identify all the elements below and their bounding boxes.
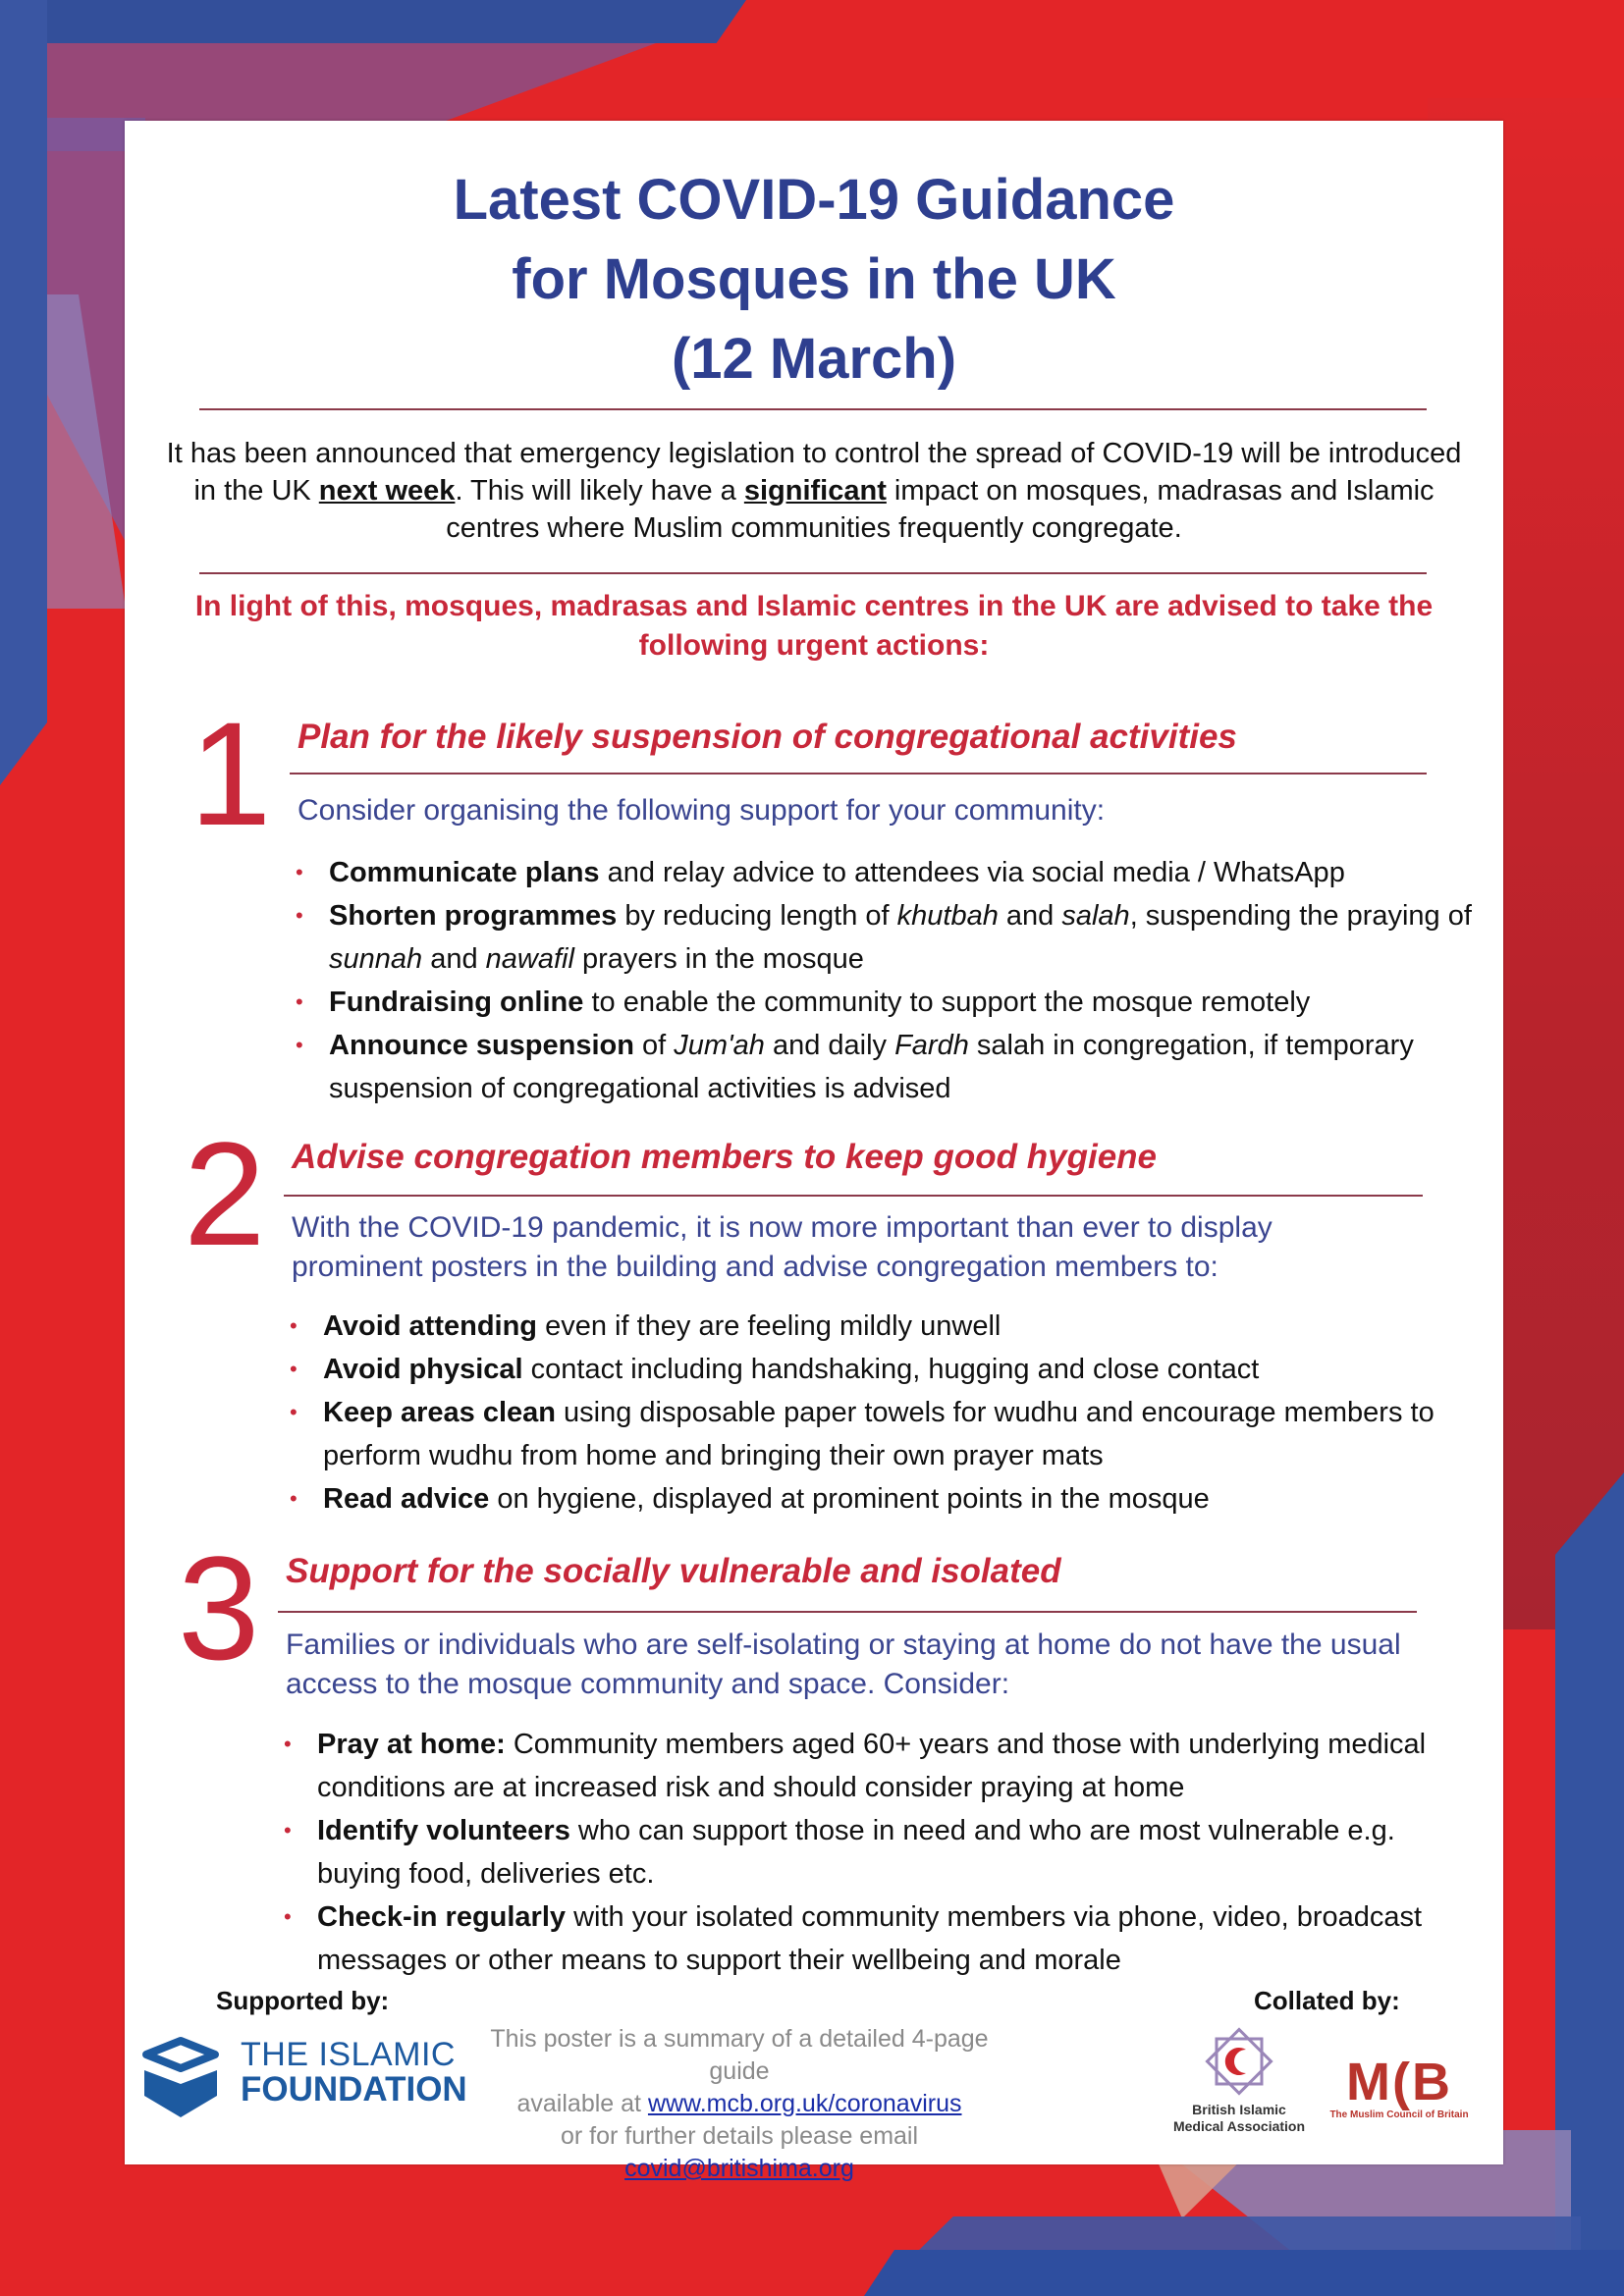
intro-emphasis-next-week: next week — [318, 475, 456, 507]
intro-text: impact on mosques, madrasas and Islamic centres where Muslim communities frequently congregate. — [446, 475, 1435, 544]
bima-name-line1: British Islamic — [1192, 2102, 1286, 2117]
section-title: Advise congregation members to keep good hygiene — [292, 1138, 1158, 1176]
bullet-text: Community members aged 60+ years and those with underlying medical conditions are at increased risk and should consider praying at home — [317, 1729, 1427, 1803]
intro-text: It has been announced that emergency legislation to control the spread of COVID-19 will be introduced in the UK — [166, 438, 1462, 507]
section-divider — [278, 1611, 1417, 1613]
bullet-lead: Identify volunteers — [317, 1815, 570, 1846]
mcb-letter-b: B — [1411, 2053, 1452, 2111]
section-title: Plan for the likely suspension of congregational activities — [298, 718, 1237, 756]
bullet-text: using disposable paper towels for wudhu and encourage members to perform wudhu from home and bringing their own prayer mats — [323, 1397, 1435, 1471]
section-number: 2 — [184, 1111, 266, 1276]
mcb-logo — [1321, 2055, 1478, 2120]
poster-title — [125, 160, 1503, 399]
bullet-item — [278, 1723, 1486, 1809]
bullet-dot-icon: • — [284, 1732, 292, 1756]
bima-logo — [1170, 2025, 1308, 2153]
footnote-line3-prefix: or for further details please email — [560, 2122, 919, 2150]
mcb-letter-m: M — [1346, 2053, 1392, 2111]
footnote — [474, 2023, 1004, 2185]
bullet-text: even if they are feeling mildly unwell — [537, 1310, 1001, 1342]
bullet-text: who can support those in need and who are most vulnerable e.g. buying food, deliveries etc. — [317, 1815, 1395, 1890]
urgent-actions-heading: In light of this, mosques, madrasas and Islamic centres in the UK are advised to take the following urgent actions: — [194, 590, 1434, 662]
bullet-lead: Avoid attending — [323, 1310, 538, 1342]
bullet-text: contact including handshaking, hugging and close contact — [522, 1354, 1260, 1385]
bullet-item — [290, 894, 1488, 981]
frame-shape-blue-left — [0, 0, 47, 785]
bullet-text: of Jum'ah and daily Fardh salah in congregation, if temporary suspension of congregational activities is advised — [329, 1030, 1414, 1104]
section-intro: Families or individuals who are self-isolating or staying at home do not have the usual access to the mosque community and space. Consider: — [286, 1629, 1401, 1700]
bullet-item — [284, 1477, 1442, 1521]
bullet-dot-icon: • — [296, 903, 303, 928]
divider — [199, 572, 1427, 574]
section-title: Support for the socially vulnerable and isolated — [286, 1552, 1061, 1590]
bullet-item — [290, 851, 1488, 894]
collated-by-label: Collated by: — [1254, 1986, 1400, 2015]
mcb-coronavirus-link[interactable]: www.mcb.org.uk/coronavirus — [647, 2090, 962, 2117]
title-line: Latest COVID-19 Guidance — [453, 168, 1175, 232]
intro-paragraph — [164, 435, 1464, 547]
title-line: for Mosques in the UK — [512, 247, 1116, 311]
crescent-icon: ( — [1392, 2053, 1412, 2111]
bullet-dot-icon: • — [296, 989, 303, 1014]
email-link[interactable]: covid@britishima.org — [624, 2155, 854, 2182]
intro-emphasis-significant: significant — [743, 475, 887, 507]
bullet-list — [278, 1723, 1486, 1982]
supported-by-label: Supported by: — [216, 1986, 390, 2015]
bullet-lead: Pray at home: — [317, 1729, 506, 1760]
section-number: 1 — [189, 691, 272, 856]
bullet-item — [278, 1896, 1486, 1982]
intro-text: . This will likely have a — [455, 475, 744, 507]
bullet-item — [278, 1809, 1486, 1896]
cube-kaaba-icon — [140, 2035, 221, 2121]
section-number: 3 — [178, 1525, 260, 1690]
bullet-lead: Communicate plans — [329, 857, 600, 888]
bullet-item — [284, 1391, 1442, 1477]
bullet-list — [290, 851, 1488, 1110]
section-intro: Consider organising the following support for your community: — [298, 794, 1106, 827]
bullet-lead: Avoid physical — [323, 1354, 523, 1385]
mcb-subtitle: The Muslim Council of Britain — [1329, 2109, 1469, 2120]
bullet-list — [284, 1305, 1442, 1521]
bullet-text: with your isolated community members via phone, video, broadcast messages or other means to support their wellbeing and morale — [317, 1901, 1423, 1976]
bullet-dot-icon: • — [296, 1033, 303, 1057]
frame-shape-blue-top — [0, 0, 746, 43]
bullet-dot-icon: • — [290, 1357, 298, 1381]
bullet-lead: Keep areas clean — [323, 1397, 556, 1428]
bullet-item — [284, 1305, 1442, 1348]
bullet-dot-icon: • — [290, 1486, 298, 1511]
star-crescent-icon — [1203, 2025, 1275, 2098]
section-intro: With the COVID-19 pandemic, it is now more important than ever to display prominent posters in the building and advise congregation members to: — [292, 1211, 1272, 1283]
bullet-item — [290, 981, 1488, 1024]
bullet-dot-icon: • — [284, 1818, 292, 1842]
title-line: (12 March) — [671, 327, 957, 391]
bullet-lead: Fundraising online — [329, 987, 584, 1018]
foundation-name-line1: THE ISLAMIC — [241, 2036, 456, 2073]
bullet-dot-icon: • — [296, 860, 303, 884]
footnote-line2-prefix: available at — [516, 2090, 648, 2117]
bullet-lead: Check-in regularly — [317, 1901, 567, 1933]
foundation-name-line2: FOUNDATION — [241, 2070, 467, 2109]
bullet-text: to enable the community to support the mosque remotely — [583, 987, 1311, 1018]
section-divider — [290, 773, 1427, 774]
bullet-lead: Shorten programmes — [329, 900, 618, 932]
section-divider — [284, 1195, 1423, 1197]
bullet-lead: Read advice — [323, 1483, 490, 1515]
footnote-line1: This poster is a summary of a detailed 4-page guide — [490, 2025, 989, 2085]
poster-card — [125, 121, 1503, 2182]
bullet-dot-icon: • — [290, 1313, 298, 1338]
bullet-text: on hygiene, displayed at prominent points in the mosque — [489, 1483, 1210, 1515]
bullet-text: by reducing length of khutbah and salah, suspending the praying of sunnah and nawafil prayers in the mosque — [329, 900, 1472, 975]
bullet-lead: Announce suspension — [329, 1030, 634, 1061]
bullet-dot-icon: • — [284, 1904, 292, 1929]
bullet-dot-icon: • — [290, 1400, 298, 1424]
islamic-foundation-logo — [140, 2025, 474, 2123]
divider — [199, 408, 1427, 410]
bima-name-line2: Medical Association — [1172, 2118, 1306, 2134]
bullet-text: and relay advice to attendees via social media / WhatsApp — [599, 857, 1345, 888]
bullet-item — [290, 1024, 1488, 1110]
frame-shape-blue-bottom — [864, 2250, 1624, 2296]
bullet-item — [284, 1348, 1442, 1391]
